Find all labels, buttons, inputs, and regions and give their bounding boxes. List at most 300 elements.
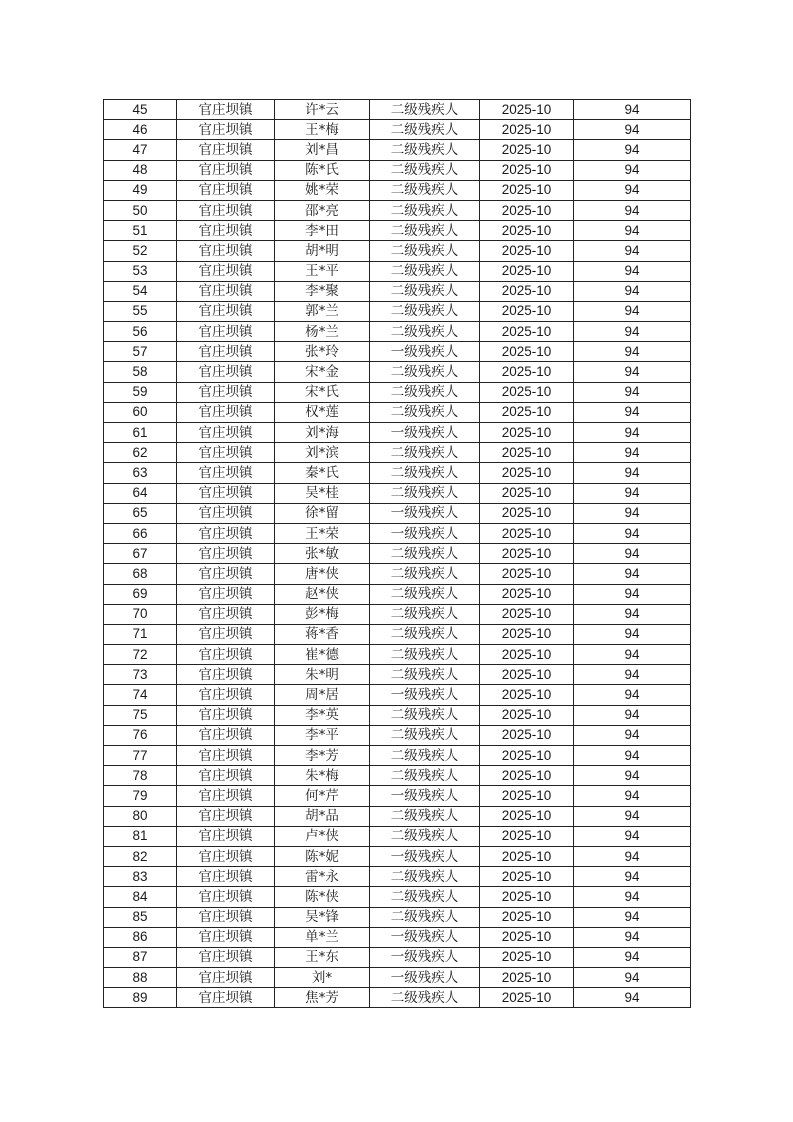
cell-amount: 94 bbox=[574, 100, 691, 120]
cell-month: 2025-10 bbox=[480, 887, 574, 907]
cell-serial-number: 51 bbox=[104, 221, 177, 241]
table-row bbox=[104, 806, 691, 826]
table-row bbox=[104, 604, 691, 624]
table-row bbox=[104, 301, 691, 321]
cell-serial-number: 72 bbox=[104, 645, 177, 665]
cell-amount: 94 bbox=[574, 786, 691, 806]
cell-disability-category: 二级残疾人 bbox=[370, 180, 480, 200]
cell-disability-category: 二级残疾人 bbox=[370, 241, 480, 261]
cell-month: 2025-10 bbox=[480, 867, 574, 887]
cell-month: 2025-10 bbox=[480, 362, 574, 382]
cell-disability-category: 二级残疾人 bbox=[370, 867, 480, 887]
cell-disability-category: 二级残疾人 bbox=[370, 826, 480, 846]
cell-town: 官庄坝镇 bbox=[177, 120, 275, 140]
cell-town: 官庄坝镇 bbox=[177, 907, 275, 927]
cell-amount: 94 bbox=[574, 221, 691, 241]
cell-month: 2025-10 bbox=[480, 746, 574, 766]
cell-amount: 94 bbox=[574, 826, 691, 846]
cell-town: 官庄坝镇 bbox=[177, 685, 275, 705]
cell-town: 官庄坝镇 bbox=[177, 564, 275, 584]
cell-serial-number: 59 bbox=[104, 382, 177, 402]
table-row bbox=[104, 100, 691, 120]
cell-serial-number: 63 bbox=[104, 463, 177, 483]
table-row bbox=[104, 766, 691, 786]
cell-month: 2025-10 bbox=[480, 261, 574, 281]
cell-disability-category: 二级残疾人 bbox=[370, 100, 480, 120]
cell-town: 官庄坝镇 bbox=[177, 968, 275, 988]
cell-name: 陈*妮 bbox=[275, 846, 370, 866]
cell-month: 2025-10 bbox=[480, 322, 574, 342]
cell-town: 官庄坝镇 bbox=[177, 423, 275, 443]
cell-amount: 94 bbox=[574, 685, 691, 705]
roster-table bbox=[103, 99, 691, 1008]
cell-amount: 94 bbox=[574, 968, 691, 988]
cell-name: 胡*品 bbox=[275, 806, 370, 826]
cell-town: 官庄坝镇 bbox=[177, 180, 275, 200]
cell-disability-category: 二级残疾人 bbox=[370, 887, 480, 907]
cell-disability-category: 一级残疾人 bbox=[370, 968, 480, 988]
table-row bbox=[104, 826, 691, 846]
cell-serial-number: 45 bbox=[104, 100, 177, 120]
cell-disability-category: 二级残疾人 bbox=[370, 564, 480, 584]
cell-serial-number: 89 bbox=[104, 988, 177, 1008]
cell-month: 2025-10 bbox=[480, 200, 574, 220]
cell-amount: 94 bbox=[574, 584, 691, 604]
table-row bbox=[104, 907, 691, 927]
cell-name: 李*聚 bbox=[275, 281, 370, 301]
cell-town: 官庄坝镇 bbox=[177, 544, 275, 564]
table-row bbox=[104, 463, 691, 483]
cell-town: 官庄坝镇 bbox=[177, 362, 275, 382]
table-row bbox=[104, 120, 691, 140]
cell-amount: 94 bbox=[574, 766, 691, 786]
cell-serial-number: 53 bbox=[104, 261, 177, 281]
cell-serial-number: 61 bbox=[104, 423, 177, 443]
cell-town: 官庄坝镇 bbox=[177, 665, 275, 685]
cell-disability-category: 二级残疾人 bbox=[370, 746, 480, 766]
cell-month: 2025-10 bbox=[480, 988, 574, 1008]
cell-amount: 94 bbox=[574, 483, 691, 503]
cell-town: 官庄坝镇 bbox=[177, 887, 275, 907]
cell-serial-number: 49 bbox=[104, 180, 177, 200]
cell-month: 2025-10 bbox=[480, 846, 574, 866]
cell-serial-number: 62 bbox=[104, 443, 177, 463]
cell-disability-category: 二级残疾人 bbox=[370, 624, 480, 644]
cell-serial-number: 60 bbox=[104, 402, 177, 422]
cell-name: 王*东 bbox=[275, 947, 370, 967]
cell-serial-number: 78 bbox=[104, 766, 177, 786]
cell-month: 2025-10 bbox=[480, 907, 574, 927]
cell-disability-category: 二级残疾人 bbox=[370, 382, 480, 402]
cell-month: 2025-10 bbox=[480, 523, 574, 543]
cell-name: 吴*锋 bbox=[275, 907, 370, 927]
cell-name: 李*芳 bbox=[275, 746, 370, 766]
cell-month: 2025-10 bbox=[480, 705, 574, 725]
cell-serial-number: 52 bbox=[104, 241, 177, 261]
cell-month: 2025-10 bbox=[480, 160, 574, 180]
cell-town: 官庄坝镇 bbox=[177, 746, 275, 766]
cell-town: 官庄坝镇 bbox=[177, 604, 275, 624]
cell-serial-number: 65 bbox=[104, 503, 177, 523]
cell-serial-number: 85 bbox=[104, 907, 177, 927]
cell-amount: 94 bbox=[574, 200, 691, 220]
cell-town: 官庄坝镇 bbox=[177, 786, 275, 806]
table-row bbox=[104, 846, 691, 866]
cell-amount: 94 bbox=[574, 564, 691, 584]
cell-month: 2025-10 bbox=[480, 402, 574, 422]
cell-disability-category: 二级残疾人 bbox=[370, 604, 480, 624]
table-row bbox=[104, 584, 691, 604]
cell-name: 宋*氏 bbox=[275, 382, 370, 402]
cell-month: 2025-10 bbox=[480, 544, 574, 564]
cell-town: 官庄坝镇 bbox=[177, 766, 275, 786]
cell-disability-category: 二级残疾人 bbox=[370, 766, 480, 786]
cell-town: 官庄坝镇 bbox=[177, 584, 275, 604]
table-row bbox=[104, 645, 691, 665]
cell-month: 2025-10 bbox=[480, 645, 574, 665]
cell-amount: 94 bbox=[574, 503, 691, 523]
cell-month: 2025-10 bbox=[480, 180, 574, 200]
cell-town: 官庄坝镇 bbox=[177, 846, 275, 866]
cell-disability-category: 二级残疾人 bbox=[370, 665, 480, 685]
table-row bbox=[104, 947, 691, 967]
cell-name: 彭*梅 bbox=[275, 604, 370, 624]
table-row bbox=[104, 564, 691, 584]
cell-town: 官庄坝镇 bbox=[177, 342, 275, 362]
cell-amount: 94 bbox=[574, 645, 691, 665]
cell-disability-category: 二级残疾人 bbox=[370, 200, 480, 220]
cell-name: 朱*明 bbox=[275, 665, 370, 685]
cell-name: 张*敏 bbox=[275, 544, 370, 564]
cell-name: 李*平 bbox=[275, 725, 370, 745]
cell-town: 官庄坝镇 bbox=[177, 301, 275, 321]
cell-serial-number: 73 bbox=[104, 665, 177, 685]
cell-amount: 94 bbox=[574, 867, 691, 887]
table-row bbox=[104, 523, 691, 543]
cell-town: 官庄坝镇 bbox=[177, 988, 275, 1008]
cell-month: 2025-10 bbox=[480, 685, 574, 705]
table-row bbox=[104, 927, 691, 947]
cell-town: 官庄坝镇 bbox=[177, 402, 275, 422]
cell-town: 官庄坝镇 bbox=[177, 624, 275, 644]
cell-amount: 94 bbox=[574, 342, 691, 362]
cell-amount: 94 bbox=[574, 382, 691, 402]
cell-serial-number: 74 bbox=[104, 685, 177, 705]
cell-town: 官庄坝镇 bbox=[177, 221, 275, 241]
cell-month: 2025-10 bbox=[480, 443, 574, 463]
cell-town: 官庄坝镇 bbox=[177, 382, 275, 402]
cell-amount: 94 bbox=[574, 120, 691, 140]
cell-amount: 94 bbox=[574, 180, 691, 200]
cell-name: 王*荣 bbox=[275, 523, 370, 543]
table-row bbox=[104, 786, 691, 806]
cell-name: 徐*留 bbox=[275, 503, 370, 523]
cell-disability-category: 二级残疾人 bbox=[370, 483, 480, 503]
cell-serial-number: 71 bbox=[104, 624, 177, 644]
cell-serial-number: 69 bbox=[104, 584, 177, 604]
cell-name: 雷*永 bbox=[275, 867, 370, 887]
cell-month: 2025-10 bbox=[480, 947, 574, 967]
cell-name: 周*居 bbox=[275, 685, 370, 705]
cell-serial-number: 56 bbox=[104, 322, 177, 342]
table-row bbox=[104, 867, 691, 887]
cell-name: 王*梅 bbox=[275, 120, 370, 140]
cell-serial-number: 70 bbox=[104, 604, 177, 624]
cell-name: 朱*梅 bbox=[275, 766, 370, 786]
cell-amount: 94 bbox=[574, 241, 691, 261]
cell-amount: 94 bbox=[574, 988, 691, 1008]
cell-serial-number: 47 bbox=[104, 140, 177, 160]
cell-month: 2025-10 bbox=[480, 342, 574, 362]
table-row bbox=[104, 402, 691, 422]
cell-month: 2025-10 bbox=[480, 806, 574, 826]
cell-amount: 94 bbox=[574, 362, 691, 382]
cell-town: 官庄坝镇 bbox=[177, 806, 275, 826]
cell-name: 崔*德 bbox=[275, 645, 370, 665]
cell-disability-category: 一级残疾人 bbox=[370, 423, 480, 443]
cell-serial-number: 79 bbox=[104, 786, 177, 806]
cell-serial-number: 66 bbox=[104, 523, 177, 543]
cell-amount: 94 bbox=[574, 322, 691, 342]
cell-serial-number: 86 bbox=[104, 927, 177, 947]
cell-serial-number: 55 bbox=[104, 301, 177, 321]
table-row bbox=[104, 160, 691, 180]
cell-disability-category: 二级残疾人 bbox=[370, 806, 480, 826]
cell-name: 胡*明 bbox=[275, 241, 370, 261]
cell-amount: 94 bbox=[574, 523, 691, 543]
table-row bbox=[104, 221, 691, 241]
cell-serial-number: 77 bbox=[104, 746, 177, 766]
cell-town: 官庄坝镇 bbox=[177, 503, 275, 523]
cell-disability-category: 二级残疾人 bbox=[370, 443, 480, 463]
cell-disability-category: 二级残疾人 bbox=[370, 907, 480, 927]
cell-town: 官庄坝镇 bbox=[177, 322, 275, 342]
cell-amount: 94 bbox=[574, 665, 691, 685]
cell-serial-number: 88 bbox=[104, 968, 177, 988]
cell-name: 单*兰 bbox=[275, 927, 370, 947]
cell-name: 何*芹 bbox=[275, 786, 370, 806]
cell-month: 2025-10 bbox=[480, 826, 574, 846]
cell-name: 邵*亮 bbox=[275, 200, 370, 220]
cell-serial-number: 64 bbox=[104, 483, 177, 503]
cell-disability-category: 二级残疾人 bbox=[370, 322, 480, 342]
cell-month: 2025-10 bbox=[480, 483, 574, 503]
table-row bbox=[104, 685, 691, 705]
table-row bbox=[104, 342, 691, 362]
cell-name: 杨*兰 bbox=[275, 322, 370, 342]
cell-amount: 94 bbox=[574, 281, 691, 301]
table-row bbox=[104, 362, 691, 382]
cell-serial-number: 68 bbox=[104, 564, 177, 584]
cell-town: 官庄坝镇 bbox=[177, 100, 275, 120]
cell-name: 刘*滨 bbox=[275, 443, 370, 463]
cell-town: 官庄坝镇 bbox=[177, 160, 275, 180]
cell-disability-category: 二级残疾人 bbox=[370, 140, 480, 160]
table-row bbox=[104, 624, 691, 644]
cell-month: 2025-10 bbox=[480, 503, 574, 523]
cell-serial-number: 67 bbox=[104, 544, 177, 564]
cell-name: 刘*海 bbox=[275, 423, 370, 443]
cell-month: 2025-10 bbox=[480, 120, 574, 140]
cell-disability-category: 二级残疾人 bbox=[370, 362, 480, 382]
cell-amount: 94 bbox=[574, 160, 691, 180]
cell-town: 官庄坝镇 bbox=[177, 523, 275, 543]
cell-month: 2025-10 bbox=[480, 624, 574, 644]
cell-amount: 94 bbox=[574, 443, 691, 463]
cell-name: 唐*侠 bbox=[275, 564, 370, 584]
table-row bbox=[104, 382, 691, 402]
cell-disability-category: 二级残疾人 bbox=[370, 584, 480, 604]
cell-amount: 94 bbox=[574, 423, 691, 443]
table-row bbox=[104, 180, 691, 200]
cell-month: 2025-10 bbox=[480, 725, 574, 745]
table-row bbox=[104, 140, 691, 160]
cell-town: 官庄坝镇 bbox=[177, 705, 275, 725]
cell-serial-number: 58 bbox=[104, 362, 177, 382]
cell-disability-category: 二级残疾人 bbox=[370, 988, 480, 1008]
cell-amount: 94 bbox=[574, 463, 691, 483]
cell-disability-category: 一级残疾人 bbox=[370, 947, 480, 967]
cell-month: 2025-10 bbox=[480, 382, 574, 402]
cell-month: 2025-10 bbox=[480, 221, 574, 241]
cell-amount: 94 bbox=[574, 140, 691, 160]
cell-serial-number: 82 bbox=[104, 846, 177, 866]
cell-disability-category: 二级残疾人 bbox=[370, 301, 480, 321]
cell-month: 2025-10 bbox=[480, 604, 574, 624]
cell-amount: 94 bbox=[574, 887, 691, 907]
cell-disability-category: 二级残疾人 bbox=[370, 705, 480, 725]
roster-table-body bbox=[104, 100, 691, 1008]
cell-amount: 94 bbox=[574, 806, 691, 826]
table-row bbox=[104, 281, 691, 301]
cell-name: 陈*氏 bbox=[275, 160, 370, 180]
cell-town: 官庄坝镇 bbox=[177, 200, 275, 220]
cell-town: 官庄坝镇 bbox=[177, 867, 275, 887]
cell-town: 官庄坝镇 bbox=[177, 261, 275, 281]
table-row bbox=[104, 665, 691, 685]
cell-month: 2025-10 bbox=[480, 766, 574, 786]
cell-town: 官庄坝镇 bbox=[177, 947, 275, 967]
cell-amount: 94 bbox=[574, 301, 691, 321]
table-row bbox=[104, 544, 691, 564]
cell-amount: 94 bbox=[574, 846, 691, 866]
cell-disability-category: 二级残疾人 bbox=[370, 281, 480, 301]
cell-disability-category: 二级残疾人 bbox=[370, 544, 480, 564]
cell-name: 吴*桂 bbox=[275, 483, 370, 503]
table-row bbox=[104, 705, 691, 725]
cell-town: 官庄坝镇 bbox=[177, 927, 275, 947]
cell-name: 宋*金 bbox=[275, 362, 370, 382]
table-row bbox=[104, 725, 691, 745]
cell-disability-category: 一级残疾人 bbox=[370, 685, 480, 705]
cell-serial-number: 54 bbox=[104, 281, 177, 301]
cell-disability-category: 一级残疾人 bbox=[370, 342, 480, 362]
cell-amount: 94 bbox=[574, 746, 691, 766]
table-row bbox=[104, 968, 691, 988]
cell-serial-number: 76 bbox=[104, 725, 177, 745]
cell-town: 官庄坝镇 bbox=[177, 140, 275, 160]
cell-month: 2025-10 bbox=[480, 423, 574, 443]
cell-town: 官庄坝镇 bbox=[177, 725, 275, 745]
cell-name: 权*莲 bbox=[275, 402, 370, 422]
cell-name: 张*玲 bbox=[275, 342, 370, 362]
cell-serial-number: 81 bbox=[104, 826, 177, 846]
cell-month: 2025-10 bbox=[480, 463, 574, 483]
table-row bbox=[104, 261, 691, 281]
cell-month: 2025-10 bbox=[480, 927, 574, 947]
cell-name: 卢*侠 bbox=[275, 826, 370, 846]
cell-month: 2025-10 bbox=[480, 786, 574, 806]
cell-serial-number: 48 bbox=[104, 160, 177, 180]
cell-month: 2025-10 bbox=[480, 301, 574, 321]
cell-name: 蒋*香 bbox=[275, 624, 370, 644]
cell-serial-number: 83 bbox=[104, 867, 177, 887]
table-row bbox=[104, 200, 691, 220]
cell-name: 刘*昌 bbox=[275, 140, 370, 160]
cell-name: 赵*侠 bbox=[275, 584, 370, 604]
table-row bbox=[104, 988, 691, 1008]
cell-town: 官庄坝镇 bbox=[177, 645, 275, 665]
cell-month: 2025-10 bbox=[480, 281, 574, 301]
cell-amount: 94 bbox=[574, 705, 691, 725]
cell-serial-number: 87 bbox=[104, 947, 177, 967]
cell-town: 官庄坝镇 bbox=[177, 463, 275, 483]
cell-disability-category: 二级残疾人 bbox=[370, 645, 480, 665]
cell-name: 焦*芳 bbox=[275, 988, 370, 1008]
cell-month: 2025-10 bbox=[480, 968, 574, 988]
cell-town: 官庄坝镇 bbox=[177, 826, 275, 846]
table-row bbox=[104, 423, 691, 443]
cell-amount: 94 bbox=[574, 927, 691, 947]
cell-town: 官庄坝镇 bbox=[177, 483, 275, 503]
table-row bbox=[104, 322, 691, 342]
cell-serial-number: 75 bbox=[104, 705, 177, 725]
cell-disability-category: 一级残疾人 bbox=[370, 786, 480, 806]
cell-name: 秦*氏 bbox=[275, 463, 370, 483]
cell-amount: 94 bbox=[574, 947, 691, 967]
cell-serial-number: 50 bbox=[104, 200, 177, 220]
cell-name: 郭*兰 bbox=[275, 301, 370, 321]
cell-month: 2025-10 bbox=[480, 100, 574, 120]
cell-disability-category: 一级残疾人 bbox=[370, 503, 480, 523]
cell-name: 王*平 bbox=[275, 261, 370, 281]
cell-serial-number: 57 bbox=[104, 342, 177, 362]
cell-amount: 94 bbox=[574, 624, 691, 644]
cell-month: 2025-10 bbox=[480, 665, 574, 685]
cell-disability-category: 一级残疾人 bbox=[370, 523, 480, 543]
cell-disability-category: 二级残疾人 bbox=[370, 160, 480, 180]
cell-month: 2025-10 bbox=[480, 564, 574, 584]
cell-disability-category: 二级残疾人 bbox=[370, 725, 480, 745]
table-row bbox=[104, 887, 691, 907]
cell-disability-category: 二级残疾人 bbox=[370, 402, 480, 422]
table-row bbox=[104, 503, 691, 523]
cell-name: 陈*侠 bbox=[275, 887, 370, 907]
cell-town: 官庄坝镇 bbox=[177, 241, 275, 261]
cell-name: 李*田 bbox=[275, 221, 370, 241]
cell-name: 许*云 bbox=[275, 100, 370, 120]
cell-month: 2025-10 bbox=[480, 584, 574, 604]
table-row bbox=[104, 746, 691, 766]
cell-month: 2025-10 bbox=[480, 241, 574, 261]
cell-serial-number: 46 bbox=[104, 120, 177, 140]
cell-amount: 94 bbox=[574, 261, 691, 281]
cell-disability-category: 一级残疾人 bbox=[370, 846, 480, 866]
cell-name: 姚*荣 bbox=[275, 180, 370, 200]
cell-serial-number: 80 bbox=[104, 806, 177, 826]
cell-month: 2025-10 bbox=[480, 140, 574, 160]
cell-name: 李*英 bbox=[275, 705, 370, 725]
